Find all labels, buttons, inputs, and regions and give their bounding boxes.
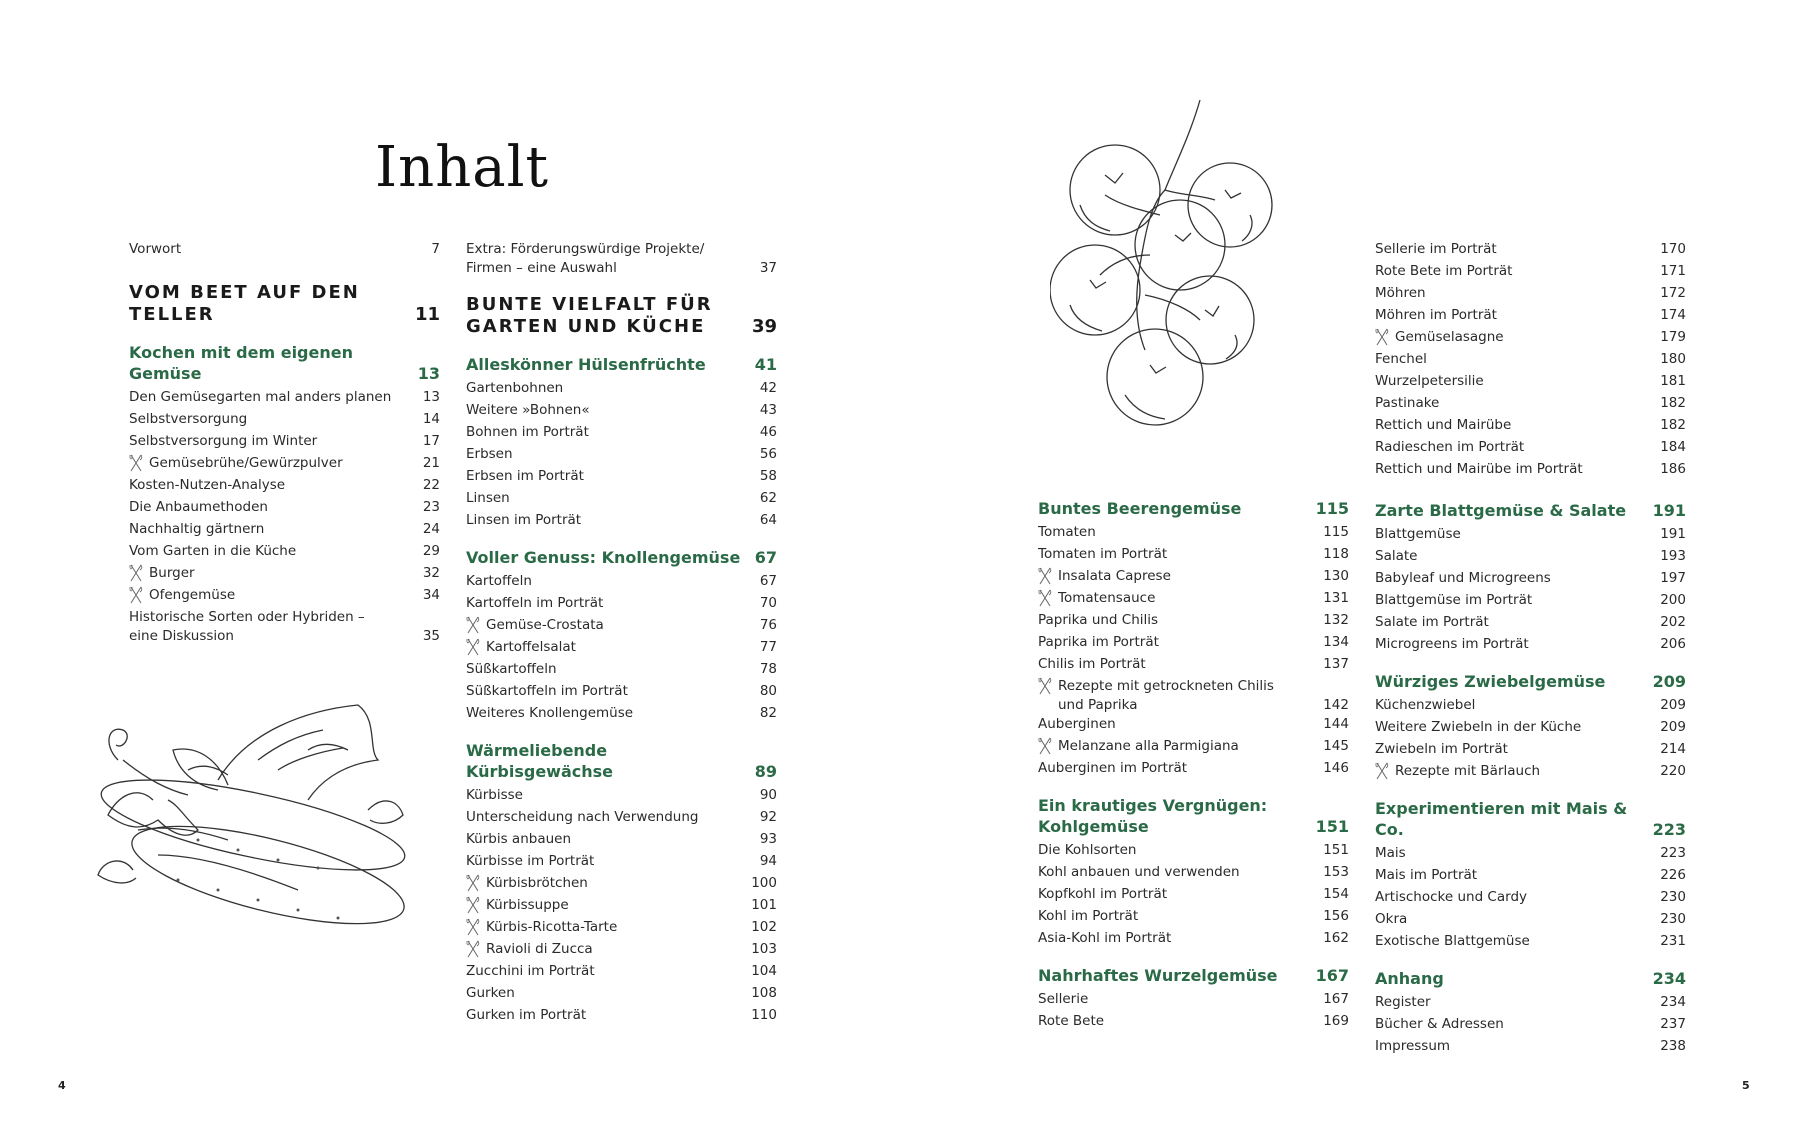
cutlery-icon bbox=[1375, 762, 1389, 780]
toc-entry[interactable]: Selbstversorgung 14 bbox=[129, 411, 440, 427]
toc-entry[interactable]: Vom Garten in die Küche 29 bbox=[129, 543, 440, 559]
toc-entry[interactable]: Erbsen 56 bbox=[466, 446, 777, 462]
toc-entry-recipe[interactable]: Melanzane alla Parmigiana 145 bbox=[1038, 737, 1349, 759]
toc-entry[interactable]: Weitere Zwiebeln in der Küche 209 bbox=[1375, 719, 1686, 735]
toc-entry[interactable]: Nachhaltig gärtnern 24 bbox=[129, 521, 440, 537]
toc-entry[interactable]: Blattgemüse 191 bbox=[1375, 526, 1686, 542]
toc-entry-recipe[interactable]: Kürbisbrötchen 100 bbox=[466, 874, 777, 896]
toc-entry[interactable]: Rettich und Mairübe im Porträt 186 bbox=[1375, 461, 1686, 477]
toc-entry[interactable]: Weiteres Knollengemüse 82 bbox=[466, 705, 777, 721]
toc-entry[interactable]: Erbsen im Porträt 58 bbox=[466, 468, 777, 484]
toc-entry[interactable]: Exotische Blattgemüse 231 bbox=[1375, 933, 1686, 949]
cutlery-icon bbox=[1038, 737, 1052, 755]
tomato-vine-illustration bbox=[1050, 95, 1310, 435]
toc-entry[interactable]: Fenchel 180 bbox=[1375, 351, 1686, 367]
toc-entry[interactable]: Microgreens im Porträt 206 bbox=[1375, 636, 1686, 652]
toc-entry[interactable]: Extra: Förderungswürdige Projekte/ Firmen – eine Auswahl 37 bbox=[466, 241, 777, 276]
toc-entry[interactable]: Paprika und Chilis 132 bbox=[1038, 612, 1349, 628]
toc-entry[interactable]: Kürbis anbauen 93 bbox=[466, 831, 777, 847]
cutlery-icon bbox=[129, 564, 143, 582]
toc-entry[interactable]: Sellerie 167 bbox=[1038, 991, 1349, 1007]
toc-entry[interactable]: Babyleaf und Microgreens 197 bbox=[1375, 570, 1686, 586]
chapter-heading[interactable]: Ein krautiges Vergnügen: Kohlgemüse 151 bbox=[1038, 796, 1349, 836]
toc-entry[interactable]: Kartoffeln 67 bbox=[466, 573, 777, 589]
page-number-right: 5 bbox=[1742, 1079, 1750, 1092]
toc-entry[interactable]: Auberginen im Porträt 146 bbox=[1038, 760, 1349, 776]
toc-entry[interactable]: Tomaten 115 bbox=[1038, 524, 1349, 540]
toc-entry[interactable]: Linsen 62 bbox=[466, 490, 777, 506]
toc-entry-recipe[interactable]: Kartoffelsalat 77 bbox=[466, 638, 777, 660]
toc-entry-recipe[interactable]: Rezepte mit Bärlauch 220 bbox=[1375, 762, 1686, 784]
chapter-heading[interactable]: Voller Genuss: Knollengemüse 67 bbox=[466, 548, 777, 567]
toc-entry[interactable]: Rote Bete im Porträt 171 bbox=[1375, 263, 1686, 279]
toc-entry[interactable]: Die Anbaumethoden 23 bbox=[129, 499, 440, 515]
toc-entry[interactable]: Asia-Kohl im Porträt 162 bbox=[1038, 930, 1349, 946]
toc-entry[interactable]: Rote Bete 169 bbox=[1038, 1013, 1349, 1029]
toc-entry[interactable]: Okra 230 bbox=[1375, 911, 1686, 927]
cutlery-icon bbox=[129, 586, 143, 604]
toc-entry[interactable]: Wurzelpetersilie 181 bbox=[1375, 373, 1686, 389]
toc-entry[interactable]: Zwiebeln im Porträt 214 bbox=[1375, 741, 1686, 757]
toc-entry[interactable]: Kohl im Porträt 156 bbox=[1038, 908, 1349, 924]
cutlery-icon bbox=[1375, 328, 1389, 346]
cutlery-icon bbox=[466, 940, 480, 958]
toc-entry[interactable]: Blattgemüse im Porträt 200 bbox=[1375, 592, 1686, 608]
toc-entry-recipe[interactable]: Rezepte mit getrockneten Chilis und Paprika 142 bbox=[1038, 677, 1349, 715]
toc-entry[interactable]: Pastinake 182 bbox=[1375, 395, 1686, 411]
toc-entry-recipe[interactable]: Insalata Caprese 130 bbox=[1038, 567, 1349, 589]
toc-entry-recipe[interactable]: Burger 32 bbox=[129, 564, 440, 586]
toc-entry[interactable]: Süßkartoffeln 78 bbox=[466, 661, 777, 677]
chapter-heading[interactable]: Würziges Zwiebelgemüse 209 bbox=[1375, 672, 1686, 691]
toc-entry-recipe[interactable]: Gemüsebrühe/Gewürzpulver 21 bbox=[129, 454, 440, 476]
cutlery-icon bbox=[466, 874, 480, 892]
toc-entry[interactable]: Kohl anbauen und verwenden 153 bbox=[1038, 864, 1349, 880]
cucumber-illustration bbox=[78, 690, 418, 950]
toc-entry-recipe[interactable]: Ofengemüse 34 bbox=[129, 586, 440, 608]
toc-entry[interactable]: Mais 223 bbox=[1375, 845, 1686, 861]
toc-column-2 bbox=[466, 240, 777, 1028]
cutlery-icon bbox=[466, 616, 480, 634]
toc-entry[interactable]: Sellerie im Porträt 170 bbox=[1375, 241, 1686, 257]
part-heading[interactable]: VOM BEET AUF DEN TELLER 11 bbox=[129, 282, 440, 325]
toc-entry[interactable]: Die Kohlsorten 151 bbox=[1038, 842, 1349, 858]
cutlery-icon bbox=[466, 638, 480, 656]
toc-entry[interactable]: Selbstversorgung im Winter 17 bbox=[129, 433, 440, 449]
toc-entry-recipe[interactable]: Ravioli di Zucca 103 bbox=[466, 940, 777, 962]
toc-entry[interactable]: Bücher & Adressen 237 bbox=[1375, 1016, 1686, 1032]
toc-entry[interactable]: Bohnen im Porträt 46 bbox=[466, 424, 777, 440]
toc-entry[interactable]: Küchenzwiebel 209 bbox=[1375, 697, 1686, 713]
toc-entry[interactable]: Salate im Porträt 202 bbox=[1375, 614, 1686, 630]
toc-entry-recipe[interactable]: Gemüselasagne 179 bbox=[1375, 328, 1686, 350]
page-number-left: 4 bbox=[58, 1079, 66, 1092]
toc-entry[interactable]: Kopfkohl im Porträt 154 bbox=[1038, 886, 1349, 902]
toc-entry[interactable]: Den Gemüsegarten mal anders planen 13 bbox=[129, 389, 440, 405]
toc-entry[interactable]: Gurken im Porträt 110 bbox=[466, 1007, 777, 1023]
toc-entry[interactable]: Kürbisse 90 bbox=[466, 787, 777, 803]
toc-entry-recipe[interactable]: Gemüse-Crostata 76 bbox=[466, 616, 777, 638]
cutlery-icon bbox=[466, 896, 480, 914]
toc-entry[interactable]: Historische Sorten oder Hybriden – eine Diskussion 35 bbox=[129, 609, 440, 644]
toc-entry[interactable]: Zucchini im Porträt 104 bbox=[466, 963, 777, 979]
toc-entry[interactable]: Radieschen im Porträt 184 bbox=[1375, 439, 1686, 455]
toc-entry[interactable]: Tomaten im Porträt 118 bbox=[1038, 546, 1349, 562]
toc-entry[interactable]: Kürbisse im Porträt 94 bbox=[466, 853, 777, 869]
toc-entry[interactable]: Weitere »Bohnen« 43 bbox=[466, 402, 777, 418]
toc-entry[interactable]: Gurken 108 bbox=[466, 985, 777, 1001]
part-heading[interactable]: BUNTE VIELFALT FÜR GARTEN UND KÜCHE 39 bbox=[466, 294, 777, 337]
toc-entry-recipe[interactable]: Kürbis-Ricotta-Tarte 102 bbox=[466, 918, 777, 940]
toc-entry[interactable]: Möhren im Porträt 174 bbox=[1375, 307, 1686, 323]
chapter-heading[interactable]: Nahrhaftes Wurzelgemüse 167 bbox=[1038, 966, 1349, 985]
toc-entry[interactable]: Register 234 bbox=[1375, 994, 1686, 1010]
toc-entry-recipe[interactable]: Kürbissuppe 101 bbox=[466, 896, 777, 918]
chapter-heading[interactable]: Wärmeliebende Kürbisgewächse 89 bbox=[466, 741, 777, 781]
toc-entry[interactable]: Kartoffeln im Porträt 70 bbox=[466, 595, 777, 611]
toc-entry[interactable]: Paprika im Porträt 134 bbox=[1038, 634, 1349, 650]
toc-entry[interactable]: Auberginen 144 bbox=[1038, 716, 1349, 732]
toc-entry-recipe[interactable]: Tomatensauce 131 bbox=[1038, 589, 1349, 611]
toc-column-1 bbox=[129, 240, 440, 646]
chapter-heading[interactable]: Alleskönner Hülsenfrüchte 41 bbox=[466, 355, 777, 374]
chapter-heading[interactable]: Kochen mit dem eigenen Gemüse 13 bbox=[129, 343, 440, 383]
cutlery-icon bbox=[1038, 677, 1052, 695]
toc-entry[interactable]: Chilis im Porträt 137 bbox=[1038, 656, 1349, 672]
toc-entry[interactable]: Süßkartoffeln im Porträt 80 bbox=[466, 683, 777, 699]
toc-entry[interactable]: Unterscheidung nach Verwendung 92 bbox=[466, 809, 777, 825]
toc-entry[interactable]: Linsen im Porträt 64 bbox=[466, 512, 777, 528]
chapter-heading[interactable]: Buntes Beerengemüse 115 bbox=[1038, 499, 1349, 518]
toc-column-3 bbox=[1038, 498, 1349, 1034]
toc-entry[interactable]: Kosten-Nutzen-Analyse 22 bbox=[129, 477, 440, 493]
toc-entry[interactable]: Möhren 172 bbox=[1375, 285, 1686, 301]
chapter-heading[interactable]: Experimentieren mit Mais & Co. 223 bbox=[1375, 799, 1686, 839]
toc-entry[interactable]: Vorwort 7 bbox=[129, 241, 440, 257]
toc-entry[interactable]: Impressum 238 bbox=[1375, 1038, 1686, 1054]
toc-entry[interactable]: Salate 193 bbox=[1375, 548, 1686, 564]
chapter-heading[interactable]: Anhang 234 bbox=[1375, 969, 1686, 988]
toc-column-4 bbox=[1375, 240, 1686, 1059]
cutlery-icon bbox=[129, 454, 143, 472]
cutlery-icon bbox=[466, 918, 480, 936]
cutlery-icon bbox=[1038, 589, 1052, 607]
cutlery-icon bbox=[1038, 567, 1052, 585]
chapter-heading[interactable]: Zarte Blattgemüse & Salate 191 bbox=[1375, 501, 1686, 520]
toc-entry[interactable]: Mais im Porträt 226 bbox=[1375, 867, 1686, 883]
toc-entry[interactable]: Gartenbohnen 42 bbox=[466, 380, 777, 396]
toc-entry[interactable]: Artischocke und Cardy 230 bbox=[1375, 889, 1686, 905]
page-title: Inhalt bbox=[375, 135, 550, 200]
toc-entry[interactable]: Rettich und Mairübe 182 bbox=[1375, 417, 1686, 433]
